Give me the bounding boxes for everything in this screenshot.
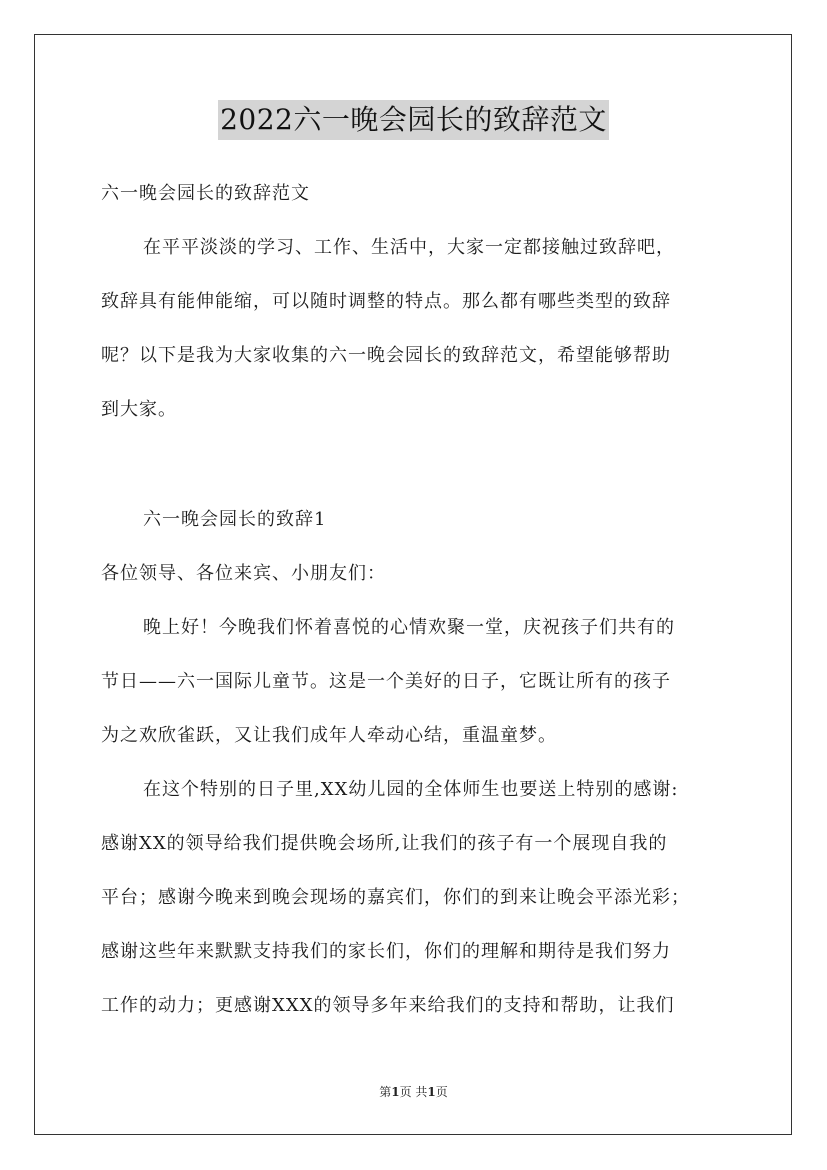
- paragraph-line: 工作的动力；更感谢XXX的领导多年来给我们的支持和帮助，让我们: [101, 995, 675, 1016]
- paragraph-line: 平台；感谢今晚来到晚会现场的嘉宾们，你们的到来让晚会平添光彩；: [101, 887, 690, 908]
- page-mid: 页 共: [399, 1085, 428, 1099]
- paragraph-line: 在平平淡淡的学习、工作、生活中，大家一定都接触过致辞吧，: [143, 237, 675, 258]
- paragraph-line: 晚上好！今晚我们怀着喜悦的心情欢聚一堂，庆祝孩子们共有的: [143, 617, 675, 638]
- paragraph-line: 节日——六一国际儿童节。这是一个美好的日子，它既让所有的孩子: [101, 671, 671, 692]
- page-prefix: 第: [379, 1085, 392, 1099]
- paragraph-line: 呢？以下是我为大家收集的六一晚会园长的致辞范文，希望能够帮助: [101, 345, 671, 366]
- paragraph-line: 在这个特别的日子里,XX幼儿园的全体师生也要送上特别的感谢:: [143, 779, 679, 800]
- page-footer: [0, 1084, 827, 1100]
- page-suffix: 页: [435, 1085, 448, 1099]
- paragraph-line: 致辞具有能伸能缩，可以随时调整的特点。那么都有哪些类型的致辞: [101, 291, 671, 312]
- page-number: 1: [391, 1085, 400, 1099]
- page-total: 1: [427, 1085, 436, 1099]
- salutation: 各位领导、各位来宾、小朋友们：: [101, 563, 386, 584]
- paragraph-line: 为之欢欣雀跃，又让我们成年人牵动心结，重温童梦。: [101, 725, 557, 746]
- section-heading: 六一晚会园长的致辞1: [143, 509, 327, 530]
- document-title: 2022六一晚会园长的致辞范文: [218, 100, 609, 140]
- document-subtitle: 六一晚会园长的致辞范文: [101, 183, 310, 204]
- paragraph-line: 感谢XX的领导给我们提供晚会场所,让我们的孩子有一个展现自我的: [101, 833, 668, 854]
- paragraph-line: 感谢这些年来默默支持我们的家长们，你们的理解和期待是我们努力: [101, 941, 671, 962]
- paragraph-line: 到大家。: [101, 399, 177, 420]
- title-container: [0, 100, 827, 140]
